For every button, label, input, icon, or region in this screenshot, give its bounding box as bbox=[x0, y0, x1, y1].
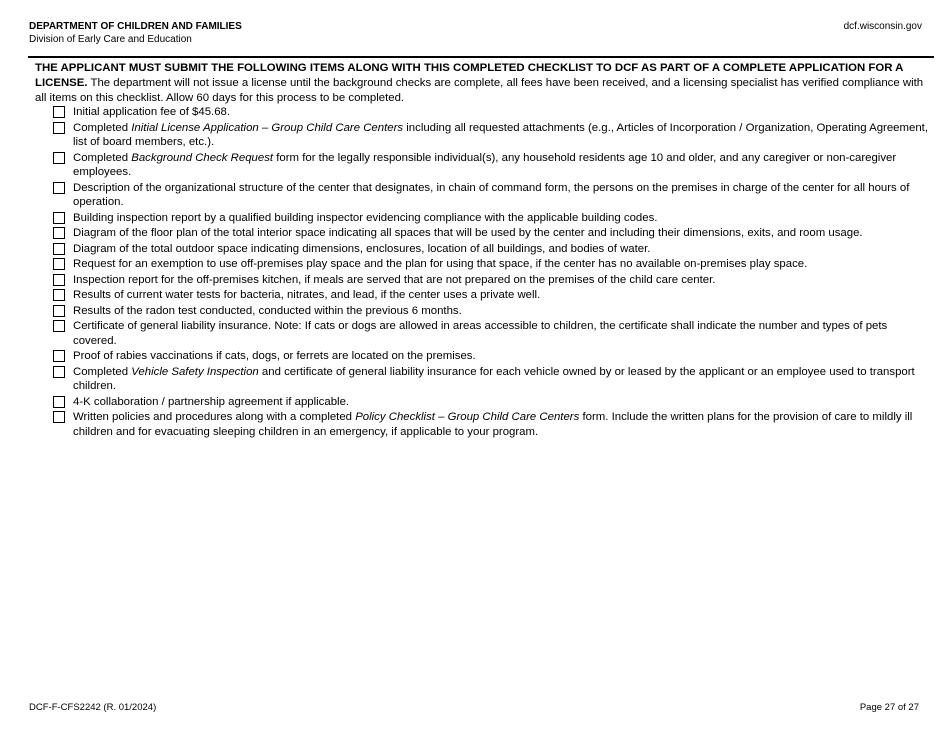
checkbox[interactable] bbox=[53, 227, 65, 239]
checklist-item bbox=[53, 288, 933, 303]
checkbox[interactable] bbox=[53, 152, 65, 164]
checklist-item bbox=[53, 410, 933, 439]
intro-paragraph bbox=[35, 61, 930, 106]
checklist-item-text: Inspection report for the off-premises kitchen, if meals are served that are not prepared on the premises of the child care center. bbox=[73, 273, 716, 286]
website-url: dcf.wisconsin.gov bbox=[843, 21, 922, 32]
checkbox[interactable] bbox=[53, 122, 65, 134]
checklist-item bbox=[53, 226, 933, 241]
checkbox[interactable] bbox=[53, 258, 65, 270]
header-divider bbox=[28, 56, 934, 58]
checklist-item-text: Written policies and procedures along with a completed Policy Checklist – Group Child Care Centers form. Include the written plans for the provision of care to mildly ill children and for evacuating sleeping children in an emergency, if applicable to your program. bbox=[73, 411, 913, 438]
checkbox[interactable] bbox=[53, 411, 65, 423]
checkbox[interactable] bbox=[53, 243, 65, 255]
checklist-item bbox=[53, 151, 933, 180]
checklist-item bbox=[53, 349, 933, 364]
checklist-item-text: Building inspection report by a qualified building inspector evidencing compliance with the applicable building codes. bbox=[73, 211, 658, 224]
checklist-item-text: Completed Background Check Request form for the legally responsible individual(s), any household residents age 10 and older, and any caregiver or non-caregiver employees. bbox=[73, 151, 897, 178]
checklist-item-text: Completed Vehicle Safety Inspection and certificate of general liability insurance for each vehicle owned by or leased by the applicant or an employee used to transport children. bbox=[73, 365, 915, 392]
checklist-item bbox=[53, 105, 933, 120]
checklist-item-text: Request for an exemption to use off-premises play space and the plan for using that space, if the center has no available on-premises play space. bbox=[73, 258, 808, 270]
checkbox[interactable] bbox=[53, 182, 65, 194]
checkbox[interactable] bbox=[53, 274, 65, 286]
checklist-item-text: 4-K collaboration / partnership agreement if applicable. bbox=[73, 395, 350, 408]
checklist-item bbox=[53, 304, 933, 319]
form-number: DCF-F-CFS2242 (R. 01/2024) bbox=[29, 702, 157, 713]
checklist-item-text: Description of the organizational structure of the center that designates, in chain of command form, the persons on the premises in charge of the center for all hours of operation. bbox=[73, 181, 910, 208]
checklist-item-text: Results of current water tests for bacteria, nitrates, and lead, if the center uses a private well. bbox=[73, 289, 541, 301]
checkbox[interactable] bbox=[53, 106, 65, 118]
checklist-item bbox=[53, 181, 933, 210]
checklist-item-text: Completed Initial License Application – Group Child Care Centers including all requested attachments (e.g., Articles of Incorporation / Organization, Operating Agreement, list of board members, etc.). bbox=[73, 121, 928, 148]
checklist-item bbox=[53, 395, 933, 410]
checklist-item-text: Diagram of the total outdoor space indicating dimensions, enclosures, location of all buildings, and bodies of water. bbox=[73, 242, 651, 255]
checkbox[interactable] bbox=[53, 305, 65, 317]
checklist-item bbox=[53, 242, 933, 257]
checklist-item-text: Results of the radon test conducted, conducted within the previous 6 months. bbox=[73, 304, 462, 317]
checkbox[interactable] bbox=[53, 366, 65, 378]
requirements-checklist bbox=[53, 105, 933, 440]
checkbox[interactable] bbox=[53, 212, 65, 224]
intro-text: The department will not issue a license until the background checks are complete, all fees have been received, and a licensing specialist has verified compliance with all items on this checklist. Allow 60 days for this process to be completed. bbox=[35, 77, 924, 104]
checkbox[interactable] bbox=[53, 289, 65, 301]
checklist-item bbox=[53, 257, 933, 272]
checklist-item bbox=[53, 273, 933, 288]
checklist-item-text: Initial application fee of $45.68. bbox=[73, 106, 231, 118]
checklist-item bbox=[53, 121, 933, 150]
checkbox[interactable] bbox=[53, 396, 65, 408]
checklist-item bbox=[53, 365, 933, 394]
checklist-item bbox=[53, 211, 933, 226]
checklist-item bbox=[53, 319, 933, 348]
checklist-item-text: Certificate of general liability insurance. Note: If cats or dogs are allowed in areas accessible to children, the certificate shall indicate the number and types of pets covered. bbox=[73, 320, 888, 347]
checkbox[interactable] bbox=[53, 320, 65, 332]
checklist-item-text: Diagram of the floor plan of the total interior space indicating all spaces that will be used by the center and including their dimensions, exits, and room usage. bbox=[73, 227, 863, 239]
checklist-item-text: Proof of rabies vaccinations if cats, dogs, or ferrets are located on the premises. bbox=[73, 350, 476, 362]
page-number: Page 27 of 27 bbox=[859, 702, 919, 713]
department-name: DEPARTMENT OF CHILDREN AND FAMILIES bbox=[29, 21, 242, 32]
division-name: Division of Early Care and Education bbox=[29, 34, 192, 45]
header-left bbox=[29, 21, 242, 46]
intro-bold-text: THE APPLICANT MUST SUBMIT THE FOLLOWING ITEMS ALONG WITH THIS COMPLETED CHECKLIST TO DCF AS PART OF A COMPLETE APPLICATION FOR A LICENSE. bbox=[35, 62, 903, 89]
checkbox[interactable] bbox=[53, 350, 65, 362]
